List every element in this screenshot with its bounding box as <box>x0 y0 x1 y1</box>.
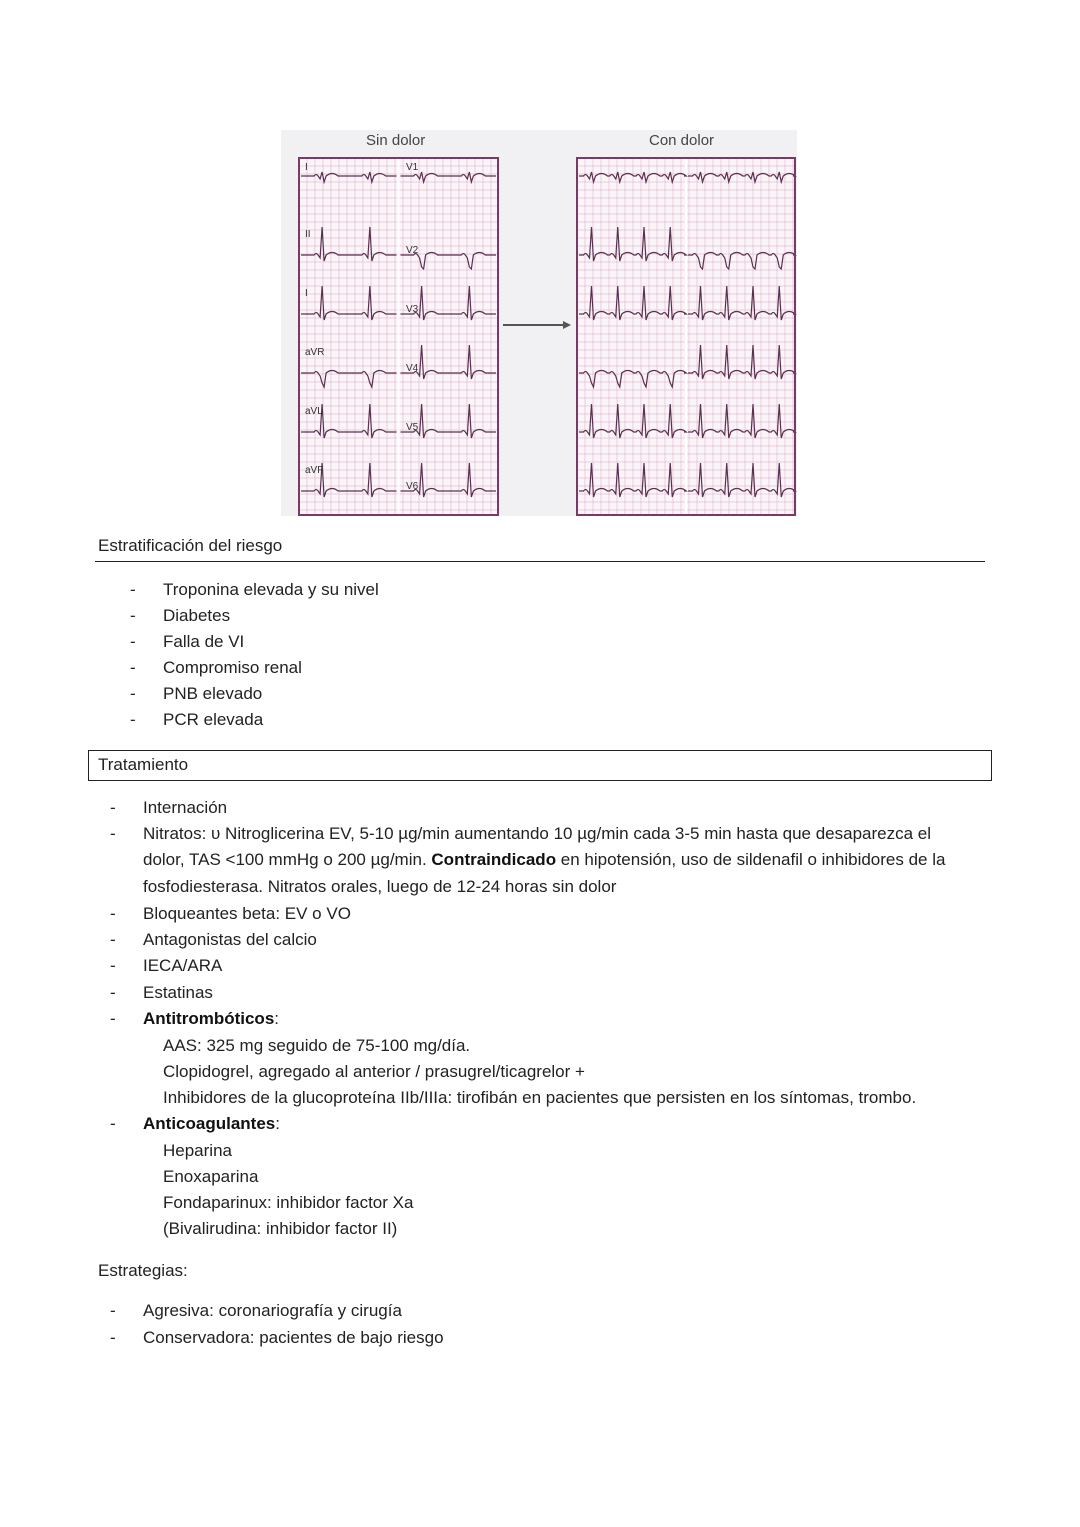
sub-item: AAS: 325 mg seguido de 75-100 mg/día. <box>163 1036 471 1055</box>
bullet-dash: - <box>130 658 136 677</box>
bullet-dash: - <box>130 684 136 703</box>
risk-heading: Estratificación del riesgo <box>98 536 283 555</box>
sub-item: (Bivalirudina: inhibidor factor II) <box>163 1219 398 1238</box>
text: en hipotensión, uso de sildenafil o inhibidores de la <box>556 850 946 869</box>
bullet-dash: - <box>130 606 136 625</box>
item-internacion: Internación <box>143 798 228 817</box>
lead-label: V1 <box>406 162 419 173</box>
strategy-item: Conservadora: pacientes de bajo riesgo <box>143 1328 444 1347</box>
item-ieca: IECA/ARA <box>143 956 223 975</box>
sub-item: Fondaparinux: inhibidor factor Xa <box>163 1193 414 1212</box>
lead-label: V4 <box>406 363 419 374</box>
sub-item: Clopidogrel, agregado al anterior / prasugrel/ticagrelor + <box>163 1062 585 1081</box>
bullet-dash: - <box>130 632 136 651</box>
bullet-dash: - <box>110 1328 116 1347</box>
lead-label: I <box>305 288 308 299</box>
bullet-dash: - <box>110 956 116 975</box>
lead-label: aVL <box>305 406 323 417</box>
antitromboticos-bold: Antitrombóticos <box>143 1009 275 1028</box>
item-nitratos-line3: fosfodiesterasa. Nitratos orales, luego de 12-24 horas sin dolor <box>143 877 617 896</box>
item-antitromboticos <box>143 1006 279 1032</box>
left-panel-title: Sin dolor <box>366 132 426 149</box>
lead-label: I <box>305 162 308 173</box>
arrow-icon <box>563 321 571 329</box>
bullet-dash: - <box>130 580 136 599</box>
ecg-strips <box>281 130 797 516</box>
sub-item: Inhibidores de la glucoproteína IIb/IIIa: tirofibán en pacientes que persisten en los síntomas, trombo. <box>163 1088 917 1107</box>
risk-item: PCR elevada <box>163 710 264 729</box>
sub-item: Heparina <box>163 1141 232 1160</box>
lead-label: V6 <box>406 481 419 492</box>
bullet-dash: - <box>110 1009 116 1028</box>
bullet-dash: - <box>110 1114 116 1133</box>
bullet-dash: - <box>110 798 116 817</box>
bullet-dash: - <box>110 904 116 923</box>
colon: : <box>275 1114 280 1133</box>
lead-label: V3 <box>406 304 419 315</box>
bullet-dash: - <box>110 824 116 843</box>
risk-item: Diabetes <box>163 606 231 625</box>
anticoagulantes-bold: Anticoagulantes <box>143 1114 276 1133</box>
bullet-dash: - <box>130 710 136 729</box>
item-beta: Bloqueantes beta: EV o VO <box>143 904 351 923</box>
lead-label: aVR <box>305 347 325 358</box>
risk-item: Falla de VI <box>163 632 245 651</box>
strategies-heading: Estrategias: <box>98 1261 188 1280</box>
item-nitratos-line2 <box>143 847 945 873</box>
text: dolor, TAS <100 mmHg o 200 µg/min. <box>143 850 432 869</box>
sub-item: Enoxaparina <box>163 1167 259 1186</box>
item-nitratos-line1: Nitratos: υ Nitroglicerina EV, 5-10 µg/min aumentando 10 µg/min cada 3-5 min hasta que desaparezca el <box>143 824 932 843</box>
bullet-dash: - <box>110 930 116 949</box>
colon: : <box>274 1009 280 1028</box>
risk-item: PNB elevado <box>163 684 263 703</box>
bullet-dash: - <box>110 1301 116 1320</box>
item-anticoagulantes <box>143 1111 280 1137</box>
lead-label: V2 <box>406 245 419 256</box>
risk-item: Troponina elevada y su nivel <box>163 580 379 599</box>
strategy-item: Agresiva: coronariografía y cirugía <box>143 1301 402 1320</box>
lead-label: aVF <box>305 465 324 476</box>
heading-divider <box>95 561 985 562</box>
treatment-heading: Tratamiento <box>98 755 189 774</box>
right-panel-title: Con dolor <box>649 132 715 149</box>
risk-item: Compromiso renal <box>163 658 302 677</box>
item-estatinas: Estatinas <box>143 983 213 1002</box>
lead-label: V5 <box>406 422 419 433</box>
bullet-dash: - <box>110 983 116 1002</box>
ecg-figure <box>281 130 797 516</box>
contraindicado-bold: Contraindicado <box>431 850 557 869</box>
item-calcio: Antagonistas del calcio <box>143 930 317 949</box>
treatment-heading-box <box>88 750 992 781</box>
lead-label: II <box>305 229 311 240</box>
